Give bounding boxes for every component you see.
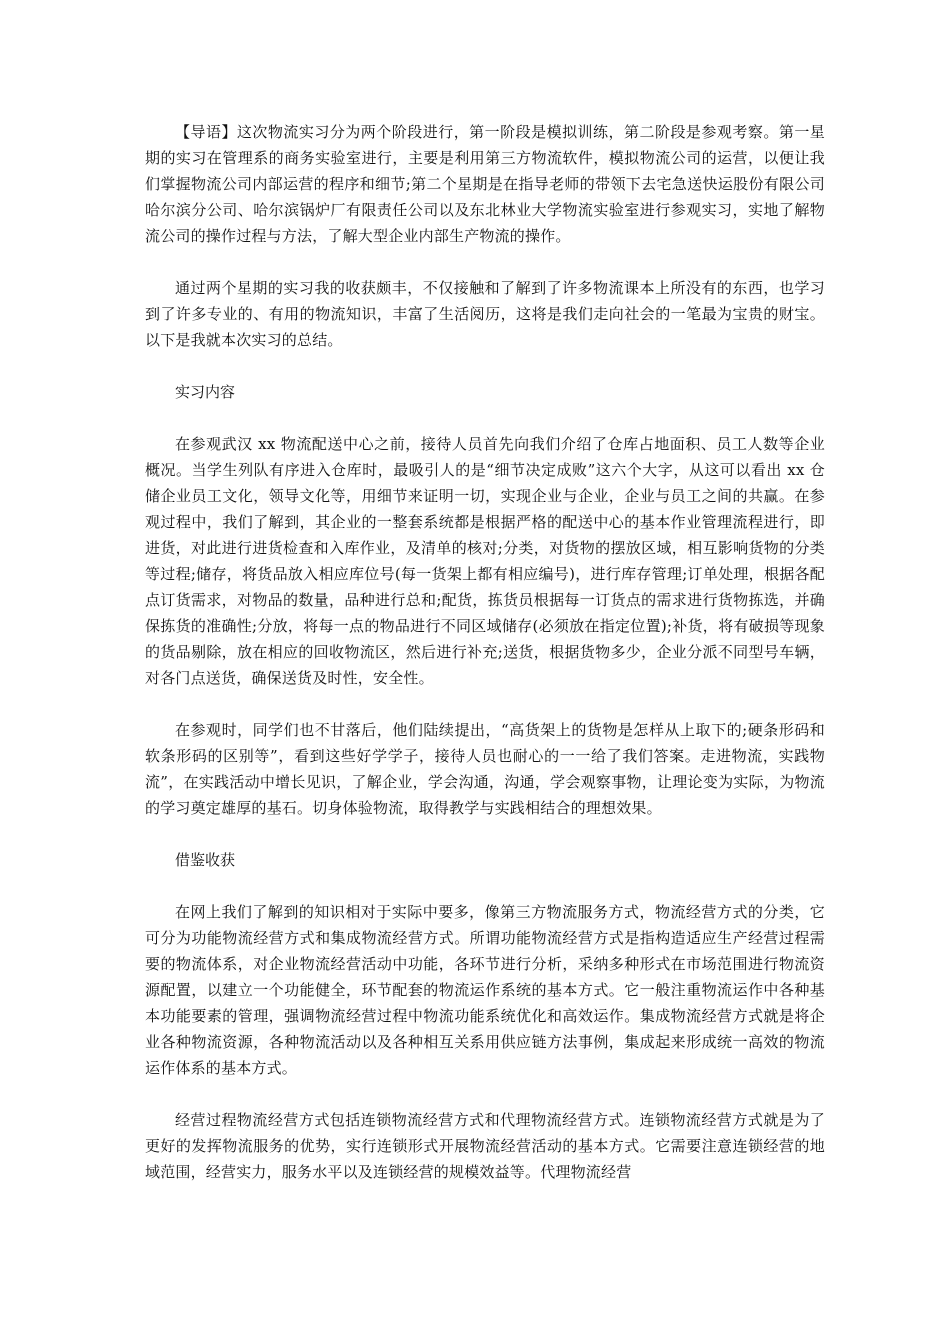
section-heading-content: 实习内容 — [175, 383, 236, 401]
operation-paragraph: 经营过程物流经营方式包括连锁物流经营方式和代理物流经营方式。连锁物流经营方式就是为了更好的发挥物流服务的优势，实行连锁形式开展物流经营活动的基本方式。它需要注意连锁经营的地域范围，经营实力，服务水平以及连锁经营的规模效益等。代理物流经营 — [145, 1111, 825, 1181]
document-page — [145, 119, 825, 1211]
summary-paragraph: 通过两个星期的实习我的收获颇丰，不仅接触和了解到了许多物流课本上所没有的东西，也学习到了许多专业的、有用的物流知识，丰富了生活阅历，这将是我们走向社会的一笔最为宝贵的财宝。以下是我就本次实习的总结。 — [145, 279, 825, 349]
questions-paragraph: 在参观时，同学们也不甘落后，他们陆续提出，“高货架上的货物是怎样从上取下的;硬条形码和软条形码的区别等”，看到这些好学学子，接待人员也耐心的一一给了我们答案。走进物流，实践物流”，在实践活动中增长见识，了解企业，学会沟通，沟通，学会观察事物，让理论变为实际，为物流的学习奠定雄厚的基石。切身体验物流，取得教学与实践相结合的理想效果。 — [145, 721, 825, 817]
visit-paragraph: 在参观武汉 xx 物流配送中心之前，接待人员首先向我们介绍了仓库占地面积、员工人数等企业概况。当学生列队有序进入仓库时，最吸引人的是“细节决定成败”这六个大字，从这可以看出 xx 仓储企业员工文化，领导文化等，用细节来证明一切，实现企业与企业，企业与员工之间的共赢。在参观过程中，我们了解到，其企业的一整套系统都是根据严格的配送中心的基本作业管理流程进行，即进货，对此进行进货检查和入库作业，及清单的核对;分类，对货物的摆放区域，相互影响货物的分类等过程;储存，将货品放入相应库位号(每一货架上都有相应编号)，进行库存管理;订单处理，根据各配点订货需求，对物品的数量，品种进行总和;配货，拣货员根据每一订货点的需求进行货物拣选，并确保拣货的准确性;分放，将每一点的物品进行不同区域储存(必须放在指定位置);补货，将有破损等现象的货品剔除，放在相应的回收物流区，然后进行补充;送货，根据货物多少，企业分派不同型号车辆，对各门点送货，确保送货及时性，安全性。 — [145, 435, 825, 687]
knowledge-paragraph: 在网上我们了解到的知识相对于实际中要多，像第三方物流服务方式，物流经营方式的分类，它可分为功能物流经营方式和集成物流经营方式。所谓功能物流经营方式是指构造适应生产经营过程需要的物流体系，对企业物流经营活动中功能，各环节进行分析，采纳多种形式在市场范围进行物流资源配置，以建立一个功能健全，环节配套的物流运作系统的基本方式。它一般注重物流运作中各种基本功能要素的管理，强调物流经营过程中物流功能系统优化和高效运作。集成物流经营方式就是将企业各种物流资源，各种物流活动以及各种相互关系用供应链方法事例，集成起来形成统一高效的物流运作体系的基本方式。 — [145, 903, 825, 1077]
intro-paragraph: 【导语】这次物流实习分为两个阶段进行，第一阶段是模拟训练，第二阶段是参观考察。第一星期的实习在管理系的商务实验室进行，主要是利用第三方物流软件，模拟物流公司的运营，以便让我们掌握物流公司内部运营的程序和细节;第二个星期是在指导老师的带领下去宅急送快运股份有限公司哈尔滨分公司、哈尔滨锅炉厂有限责任公司以及东北林业大学物流实验室进行参观实习，实地了解物流公司的操作过程与方法，了解大型企业内部生产物流的操作。 — [145, 123, 825, 245]
section-heading-gains: 借鉴收获 — [175, 851, 236, 869]
